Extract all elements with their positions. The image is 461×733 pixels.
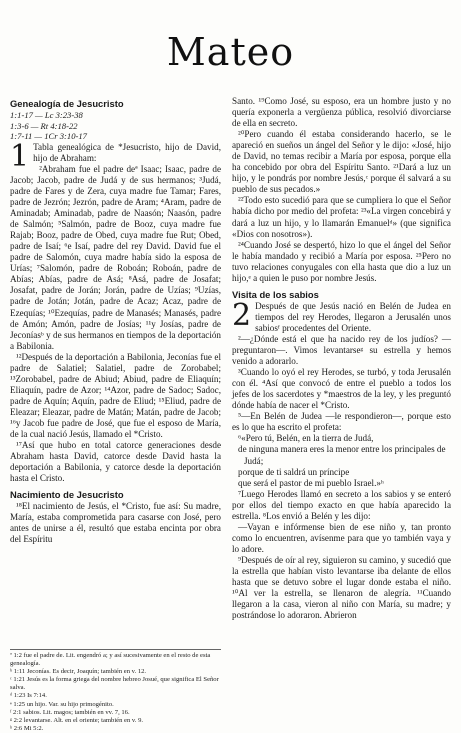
- footnote: ᶜ 1:21 Jesús es la forma griega del nombre hebreo Josué, que significa El Señor salva.: [10, 676, 219, 692]
- verse-paragraph: —Vayan e infórmense bien de ese niño y, tan pronto como lo encuentren, avísenme para que yo también vaya y lo adore.: [232, 521, 451, 554]
- verse-paragraph: ⁷Luego Herodes llamó en secreto a los sabios y se enteró por ellos del tiempo exacto en que había aparecido la estrella. ⁸Los envió a Belén y les dijo:: [232, 488, 451, 521]
- poetry-line: ⁶«Pero tú, Belén, en la tierra de Judá,: [238, 433, 374, 444]
- chapter-2-intro: [232, 297, 451, 334]
- verse-paragraph: ¹²Después de la deportación a Babilonia, Jeconías fue el padre de Salatiel; Salatiel, padre de Zorobabel; ¹³Zorobabel, padre de Abiud; Abiud, padre de Eliaquín; Eliaquín, padre de Azor; ¹⁴Azor, padre de Sadoc; Sadoc, padre de Aquín; Aquín, padre de Eliud; ¹⁵Eliud, padre de Eleazar; Eleazar, padre de Matán; Matán, padre de Jacob; ¹⁶y Jacob fue padre de José, que fue el esposo de María, de la cual nació Jesús, llamado el *Cristo.: [10, 351, 221, 440]
- verse-paragraph: ⁹Después de oír al rey, siguieron su camino, y sucedió que la estrella que habían visto levantarse iba delante de ellos hasta que se detuvo sobre el lugar donde estaba el niño. ¹⁰Al ver la estrella, se llenaron de alegría. ¹¹Cuando llegaron a la casa, vieron al niño con María, su madre; y postrándose lo adoraron. Abrieron: [232, 554, 451, 621]
- cross-reference: 1:1-17 — Lc 3:23-38: [10, 110, 83, 121]
- verse-paragraph: ¹⁸El nacimiento de Jesús, el *Cristo, fue así: Su madre, María, estaba comprometida para casarse con José, pero antes de unirse a él, resultó que estaba encinta por obra del Espíritu: [10, 501, 221, 545]
- book-title: Mateo: [166, 30, 295, 74]
- chapter-number-1: 1: [10, 138, 30, 174]
- verse-paragraph: ²⁴Cuando José se despertó, hizo lo que el ángel del Señor le había mandado y recibió a María por esposa. ²⁵Pero no tuvo relaciones conyugales con ella hasta que dio a luz un hijo,ᵉ a quien le puso por nombre Jesús.: [232, 239, 451, 283]
- footnote: ᵍ 2:2 levantarse. Alt. en el oriente; también en v. 9.: [10, 716, 144, 724]
- poetry-line: porque de ti saldrá un príncipe: [238, 466, 350, 477]
- verse-paragraph: ²Abraham fue el padre deª Isaac; Isaac, padre de Jacob; Jacob, padre de Judá y de sus hermanos; ³Judá, padre de Fares y de Zera, cuya madre fue Tamar; Fares, padre de Jezrón; Jezrón, padre de Aram; ⁴Aram, padre de Aminadab; Aminadab, padre de Naasón; Naasón, padre de Salmón; ⁵Salmón, padre de Booz, cuya madre fue Rajab; Booz, padre de Obed, cuya madre fue Rut; Obed, padre de Isaí; ⁶e Isaí, padre del rey David. David fue el padre de Salomón, cuya madre había sido la esposa de Urías; ⁷Salomón, padre de Roboán; Roboán, padre de Abías; Abías, padre de Asá; ⁸Asá, padre de Josafat; Josafat, padre de Jorán; Jorán, padre de Uzías; ⁹Uzías, padre de Jotán; Jotán, padre de Acaz; Acaz, padre de Ezequías; ¹⁰Ezequías, padre de Manasés; Manasés, padre de Amón; Amón, padre de Josías; ¹¹y Josías, padre de Jeconíasᵇ y de sus hermanos en tiempos de la deportación a Babilonia.: [10, 163, 221, 351]
- poetry-line: que será el pastor de mi pueblo Israel.»ʰ: [238, 477, 384, 488]
- verse-paragraph: Santo. ¹⁹Como José, su esposo, era un hombre justo y no quería exponerla a vergüenza pública, resolvió divorciarse de ella en secreto.: [232, 96, 451, 129]
- right-column: [232, 96, 451, 621]
- verse-paragraph: ⁵—En Belén de Judea —le respondieron—, porque esto es lo que ha escrito el profeta:: [232, 411, 451, 433]
- cross-reference: 1:3-6 — Rt 4:18-22: [10, 120, 78, 131]
- verse-paragraph: ¹⁷Así que hubo en total catorce generaciones desde Abraham hasta David, catorce desde David hasta la deportación a Babilonia, y catorce desde la deportación hasta el Cristo.: [10, 440, 221, 484]
- footnotes: [10, 649, 221, 733]
- verse-text: Tabla genealógica de *Jesucristo, hijo de David, hijo de Abraham:: [33, 141, 221, 163]
- footnote: ª 1:2 fue el padre de. Lit. engendró a; y así sucesivamente en el resto de esta genealogía.: [10, 652, 211, 668]
- section-heading-genealogy: Genealogía de Jesucristo: [10, 98, 124, 109]
- section-heading-visit: Visita de los sabios: [232, 288, 319, 300]
- footnote: ᵉ 1:25 un hijo. Var. su hijo primogénito.: [10, 700, 114, 708]
- chapter-1-intro: [10, 138, 221, 174]
- verse-paragraph: ²—¿Dónde está el que ha nacido rey de los judíos? —preguntaron—. Vimos levantarseᵍ su estrella y hemos venido a adorarlo.: [232, 333, 451, 367]
- verse-paragraph: ²⁰Pero cuando él estaba considerando hacerlo, se le apareció en sueños un ángel del Señor y le dijo: «José, hijo de David, no temas recibir a María por esposa, porque ella ha concebido por obra del Espíritu Santo. ²¹Dará a luz un hijo, y le pondrás por nombre Jesús,ᶜ porque él salvará a su pueblo de sus pecados.»: [232, 129, 451, 195]
- verse-text: Después de que Jesús nació en Belén de Judea en tiempos del rey Herodes, llegaron a Jerusalén unos sabiosᶠ procedentes del Oriente.: [255, 300, 451, 333]
- verse-paragraph: ²²Todo esto sucedió para que se cumpliera lo que el Señor había dicho por medio del profeta: ²³«La virgen concebirá y dará a luz un hijo, y lo llamarán Emanuelᵈ» (que significa «Dios con nosotros»).: [232, 195, 451, 239]
- footnote: ᵈ 1:23 Is 7:14.: [10, 692, 47, 700]
- chapter-number-2: 2: [232, 297, 252, 333]
- footnote: ᶠ 2:1 sabios. Lit. magos; también en vv. 7, 16.: [10, 708, 130, 716]
- left-column: [10, 98, 221, 546]
- poetry-line: de ninguna manera eres la menor entre los principales de Judá;: [238, 444, 446, 466]
- footnote: ʰ 2:6 Mi 5:2.: [10, 724, 44, 732]
- footnote: ᵇ 1:11 Jeconías. Es decir, Joaquín; también en v. 12.: [10, 668, 147, 676]
- section-heading-birth: Nacimiento de Jesucristo: [10, 489, 124, 501]
- cross-reference: 1:7-11 — 1Cr 3:10-17: [10, 131, 87, 142]
- verse-paragraph: ³Cuando lo oyó el rey Herodes, se turbó, y toda Jerusalén con él. ⁴Así que convocó de entre el pueblo a todos los jefes de los sacerdotes y *maestros de la ley, y les preguntó dónde había de nacer el *Cristo.: [232, 367, 451, 411]
